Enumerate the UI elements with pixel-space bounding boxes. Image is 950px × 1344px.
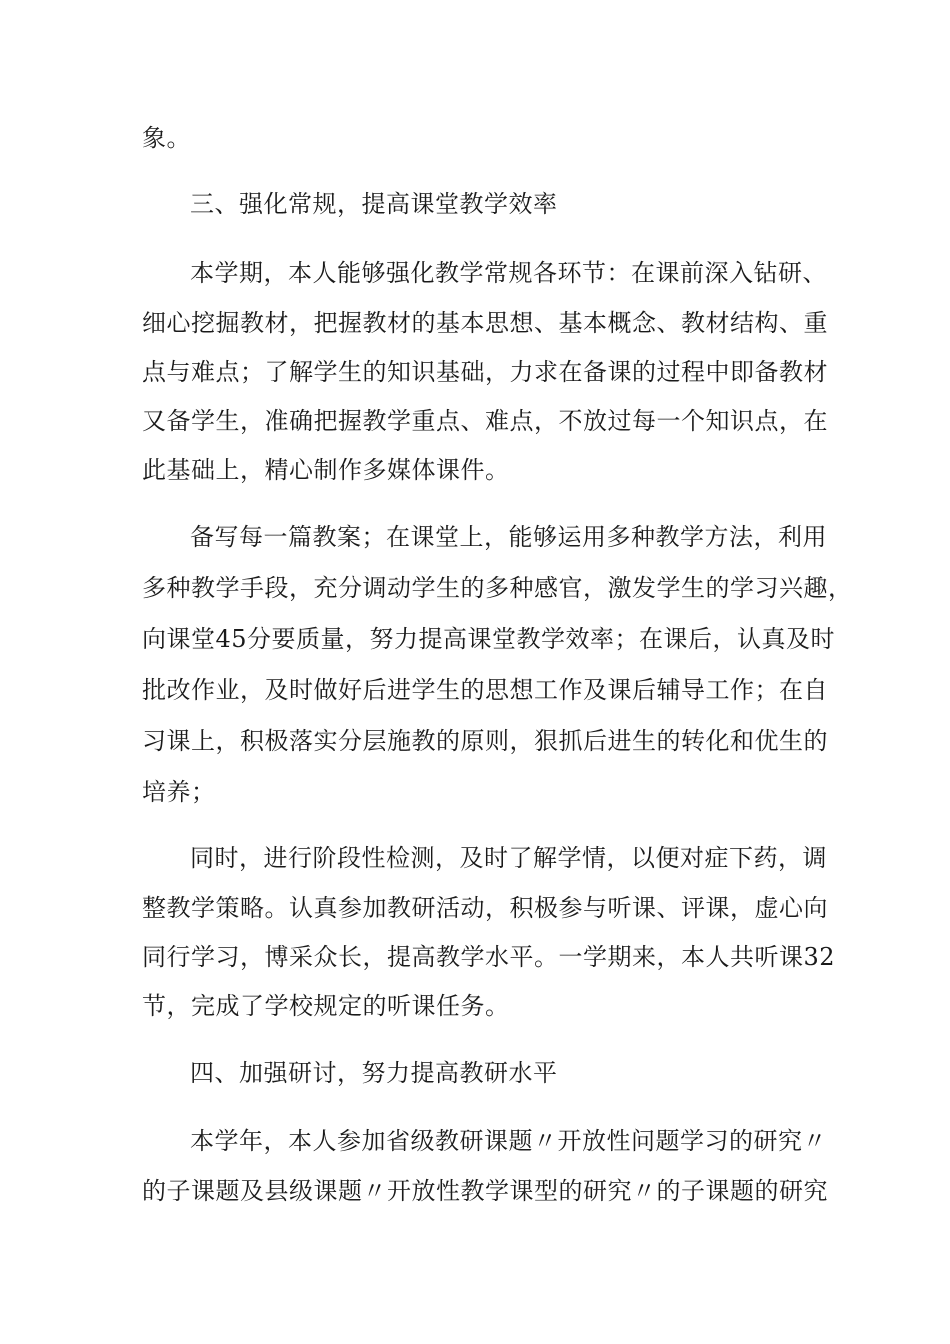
- text-line: 多种教学手段，充分调动学生的多种感官，激发学生的学习兴趣，: [142, 574, 853, 602]
- text-line: 整教学策略。认真参加教研活动，积极参与听课、评课，虚心向: [142, 894, 828, 922]
- text-line: 本学年，本人参加省级教研课题〃开放性问题学习的研究〃: [190, 1127, 827, 1155]
- text-line: 同行学习，博采众长，提高教学水平。一学期来，本人共听课32: [142, 943, 836, 971]
- text-line: 点与难点；了解学生的知识基础，力求在备课的过程中即备教材: [142, 358, 828, 386]
- text-line: 节，完成了学校规定的听课任务。: [142, 992, 510, 1020]
- text-line: 向课堂45分要质量，努力提高课堂教学效率；在课后，认真及时: [142, 625, 836, 653]
- text-line: 的子课题及县级课题〃开放性教学课型的研究〃的子课题的研究: [142, 1177, 828, 1205]
- text-line: 备写每一篇教案；在课堂上，能够运用多种教学方法，利用: [190, 523, 827, 551]
- text-line: 批改作业，及时做好后进学生的思想工作及课后辅导工作；在自: [142, 676, 828, 704]
- text-line: 又备学生，准确把握教学重点、难点，不放过每一个知识点，在: [142, 407, 828, 435]
- text-line: 培养；: [142, 778, 216, 806]
- section-heading: 三、强化常规，提高课堂教学效率: [190, 190, 558, 218]
- section-heading: 四、加强研讨，努力提高教研水平: [190, 1059, 558, 1087]
- text-line: 本学期，本人能够强化教学常规各环节：在课前深入钻研、: [190, 259, 827, 287]
- text-line: 此基础上，精心制作多媒体课件。: [142, 456, 510, 484]
- text-line: 同时，进行阶段性检测，及时了解学情，以便对症下药，调: [190, 844, 827, 872]
- text-line: 象。: [142, 124, 191, 152]
- text-line: 细心挖掘教材，把握教材的基本思想、基本概念、教材结构、重: [142, 309, 828, 337]
- text-line: 习课上，积极落实分层施教的原则，狠抓后进生的转化和优生的: [142, 727, 828, 755]
